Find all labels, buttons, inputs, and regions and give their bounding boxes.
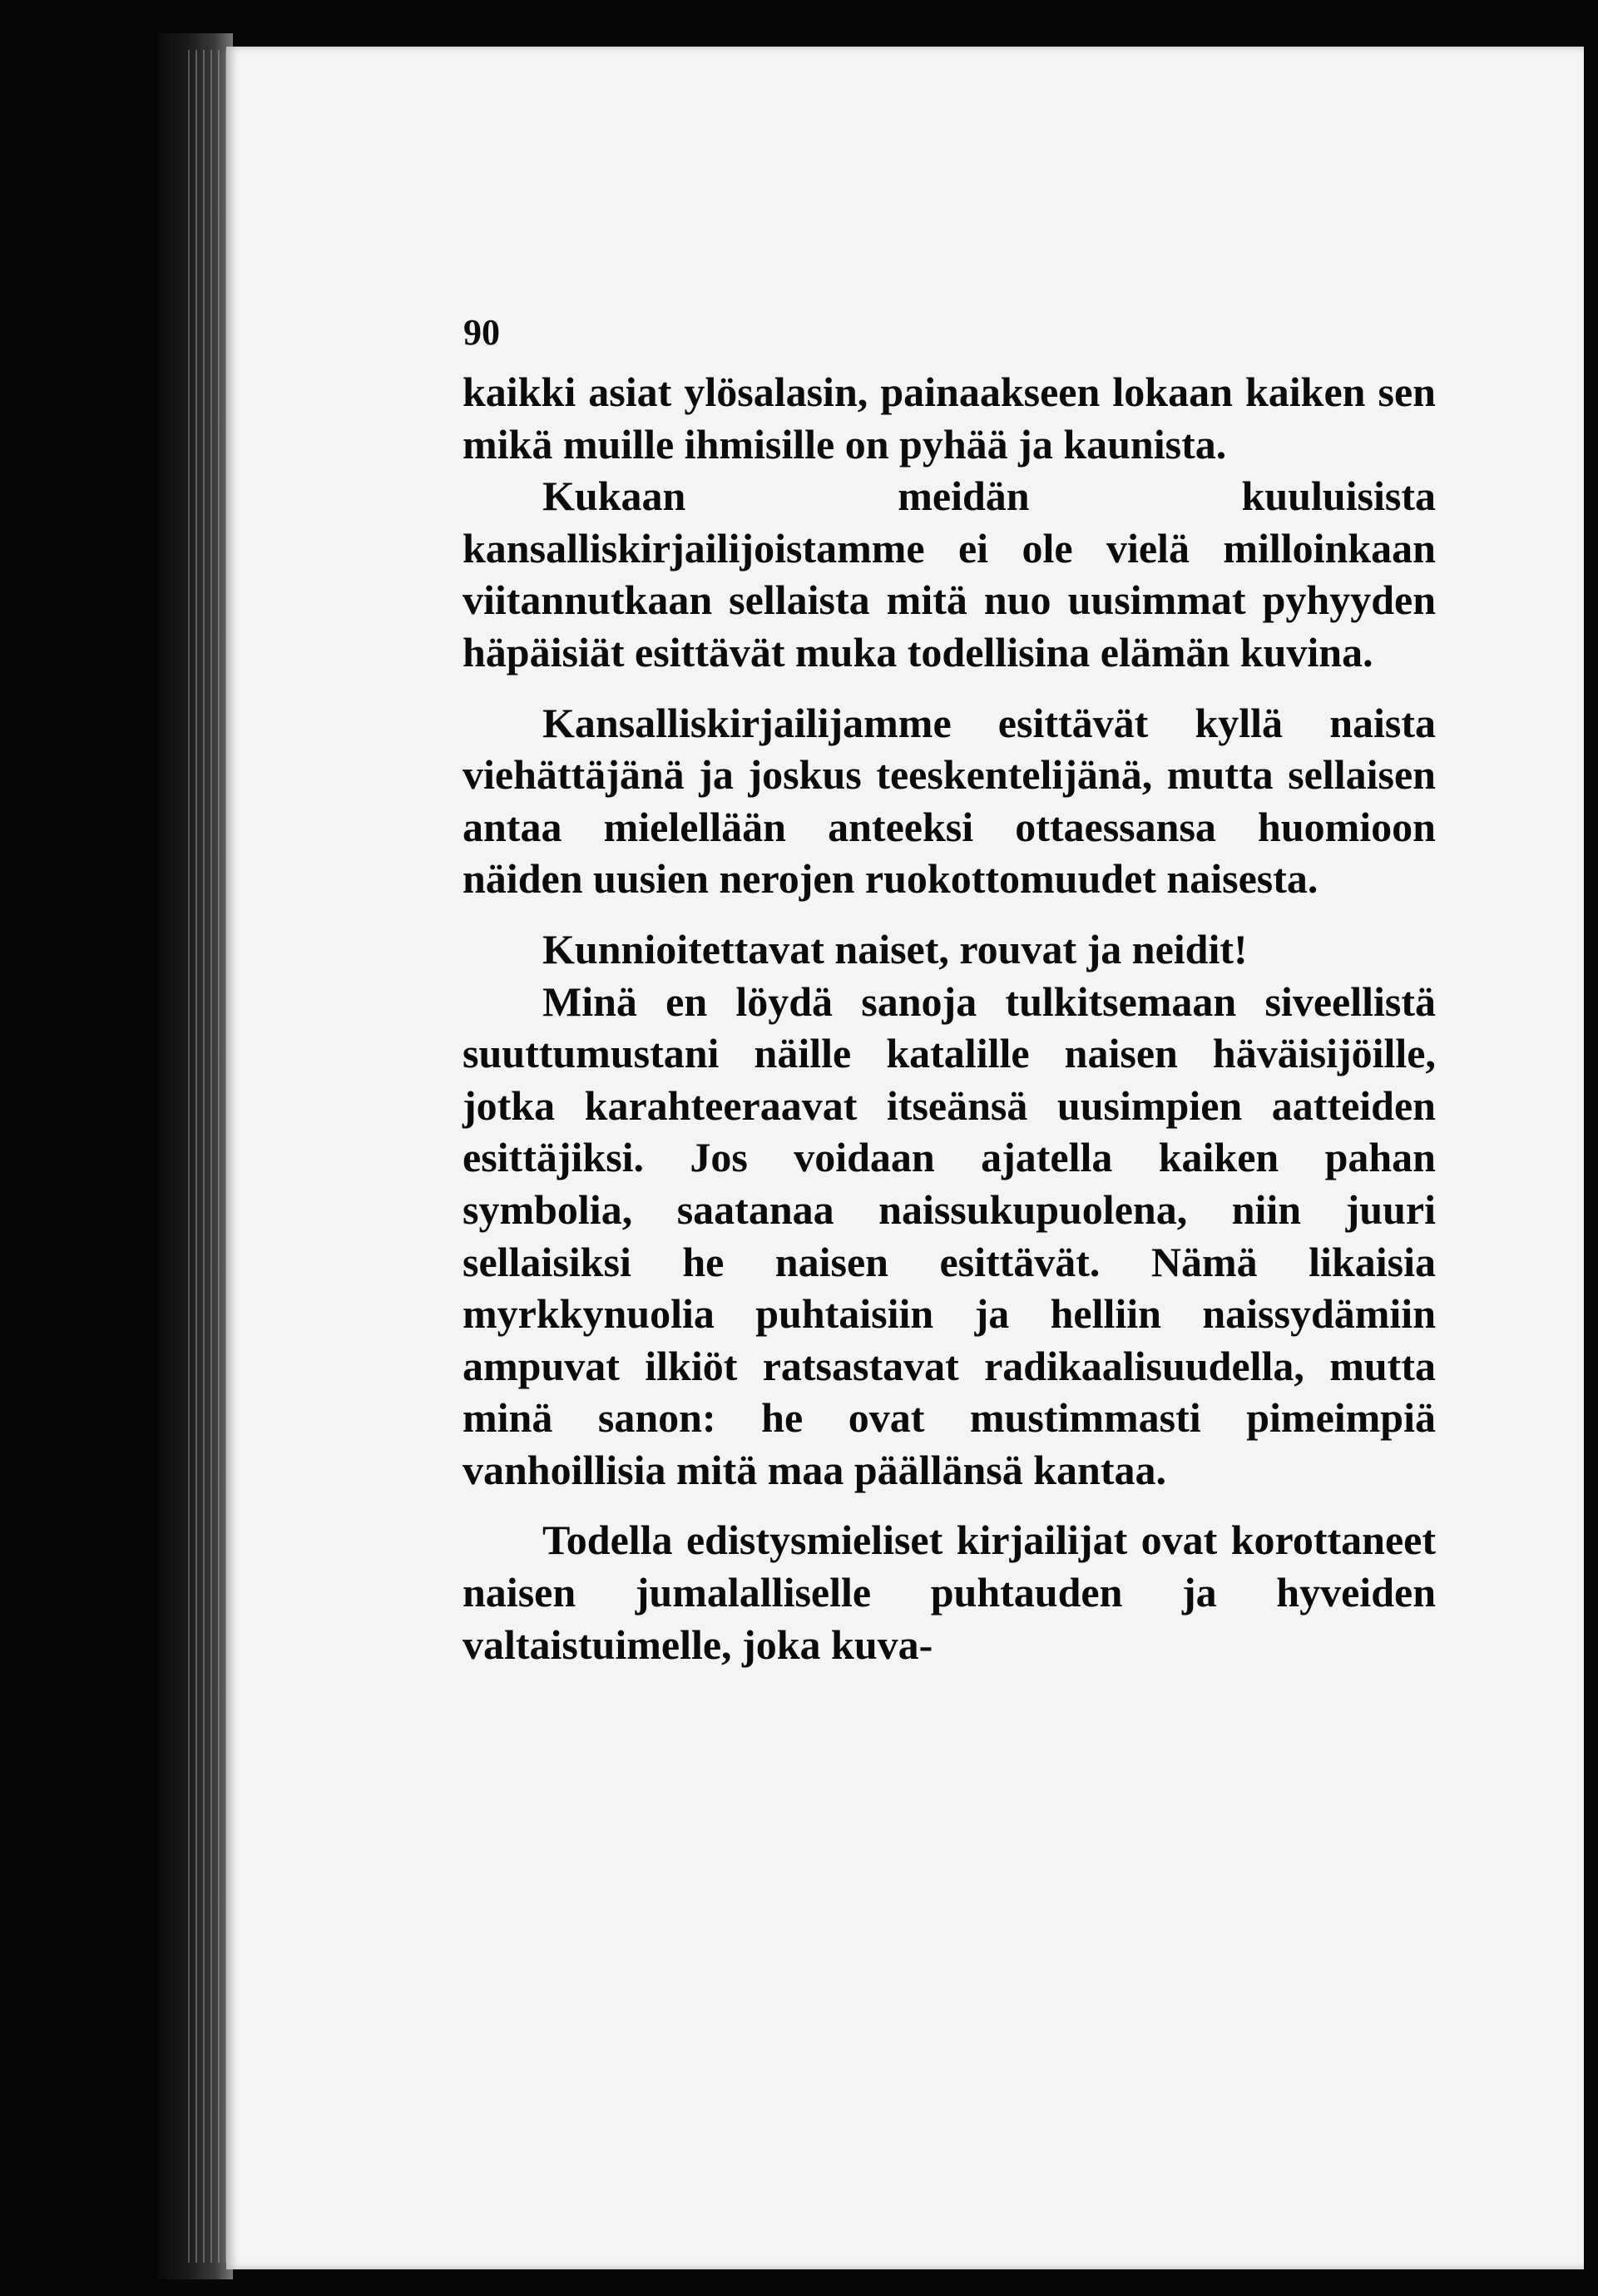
paragraph: Kunnioitettavat naiset, rouvat ja neidit! xyxy=(542,925,1248,972)
paragraph: Minä en löydä sanoja tulkitsemaan siveellistä suuttumustani näille katalille naisen häväisijöille, jotka karahteeraavat itseänsä uusimpien aatteiden esittäjiksi. Jos voidaan ajatella kaiken pahan symbolia, saatanaa naissukupuolena, niin juuri sellaisiksi he naisen esittävät. Nämä likaisia myrkkynuolia puhtaisiin ja helliin naissydämiin ampuvat ilkiöt ratsastavat radikaalisuudella, mutta minä sanon: he ovat mustimmasti pimeimpiä vanhoillisia mitä maa päällänsä kantaa. xyxy=(463,977,1436,1493)
paragraph: kaikki asiat ylösalasin, painaakseen lokaan kaiken sen mikä muille ihmisille on pyhää ja kaunista. xyxy=(463,369,1436,468)
paragraph: Todella edistysmieliset kirjailijat ovat korottaneet naisen jumalalliselle puhtauden ja hyveiden valtaistuimelle, joka kuva- xyxy=(463,1517,1436,1668)
paragraph: Kansalliskirjailijamme esittävät kyllä naista viehättäjänä ja joskus teeskentelijänä, mutta sellaisen antaa mielellään anteeksi ottaessansa huomioon näiden uusien nerojen ruokottomuudet naisesta. xyxy=(463,699,1436,903)
paragraph: Kukaan meidän kuuluisista kansalliskirjailijoistamme ei ole vielä milloinkaan viitannutkaan sellaista mitä nuo uusimmat pyhyyden häpäisiät esittävät muka todellisina elämän kuvina. xyxy=(463,473,1436,675)
body-text xyxy=(463,366,1436,1670)
page-number: 90 xyxy=(463,312,500,353)
page-edges xyxy=(188,50,230,2263)
